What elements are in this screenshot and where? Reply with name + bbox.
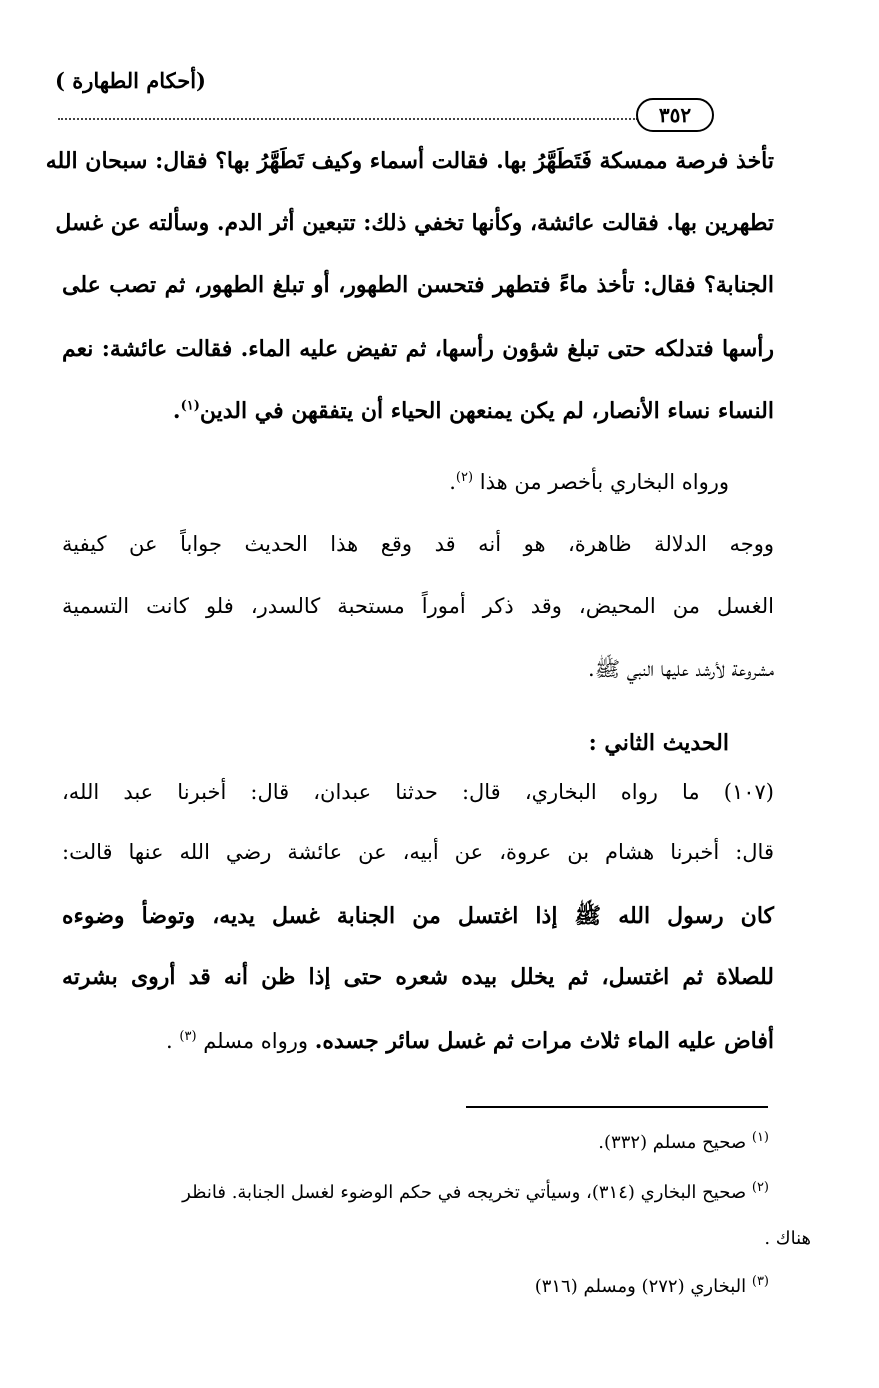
footnote-text: صحيح مسلم (٣٣٢). bbox=[598, 1132, 747, 1153]
running-header-title: (أحكام الطهارة ) bbox=[55, 68, 206, 93]
body-line-5-text: النساء نساء الأنصار، لم يكن يمنعهن الحياء أن يتفقهن في الدين bbox=[199, 398, 774, 424]
footnote-mark: (٢) bbox=[751, 1180, 769, 1195]
body-line-11: (١٠٧) ما رواه البخاري، قال: حدثنا عبدان، قال: أخبرنا عبد الله، bbox=[62, 780, 774, 804]
section-heading: الحديث الثاني : bbox=[588, 730, 729, 756]
hadith-line-3-text: أفاض عليه الماء ثلاث مرات ثم غسل سائر جسده. bbox=[314, 1028, 774, 1054]
header-rule bbox=[58, 118, 638, 120]
body-line-7: ووجه الدلالة ظاهرة، هو أنه قد وقع هذا الحديث جواباً عن كيفية bbox=[62, 532, 774, 556]
period: . bbox=[449, 470, 456, 494]
body-line-6 bbox=[62, 470, 729, 494]
body-line-9: مشروعة لأرشد عليها النبي ﷺ. bbox=[588, 657, 774, 681]
period: . bbox=[166, 1029, 173, 1053]
body-line-1: تأخذ فرصة ممسكة فَتَطَهَّرُ بها. فقالت أسماء وكيف تَطَهَّرُ بها؟ فقال: سبحان الله bbox=[45, 148, 774, 174]
page-number: ٣٥٢ bbox=[636, 98, 714, 132]
footnote-mark: (٣) bbox=[751, 1274, 769, 1289]
footnote-2 bbox=[182, 1180, 769, 1203]
body-line-8: الغسل من المحيض، وقد ذكر أموراً مستحبة كالسدر، فلو كانت التسمية bbox=[62, 594, 774, 618]
body-line-12: قال: أخبرنا هشام بن عروة، عن أبيه، عن عائشة رضي الله عنها قالت: bbox=[62, 840, 774, 864]
body-line-3: الجنابة؟ فقال: تأخذ ماءً فتطهر فتحسن الطهور، أو تبلغ الطهور، ثم تصب على bbox=[62, 272, 774, 298]
hadith-line-3 bbox=[62, 1028, 774, 1054]
footnote-1 bbox=[598, 1130, 769, 1153]
footnote-text: البخاري (٢٧٢) ومسلم (٣١٦) bbox=[534, 1276, 747, 1297]
body-line-5 bbox=[62, 398, 774, 424]
footnote-separator bbox=[466, 1106, 768, 1108]
footnote-ref-3: (٣) bbox=[179, 1029, 197, 1044]
body-line-6-text: ورواه البخاري بأخصر من هذا bbox=[479, 470, 729, 494]
footnote-mark: (١) bbox=[751, 1130, 769, 1145]
footnote-ref-1: (١) bbox=[180, 398, 200, 414]
period: . bbox=[172, 398, 181, 424]
hadith-line-3-source: ورواه مسلم bbox=[203, 1029, 309, 1053]
footnote-ref-2: (٢) bbox=[455, 470, 474, 485]
footnote-2-continuation: هناك . bbox=[764, 1228, 811, 1249]
hadith-line-1: كان رسول الله ﷺ إذا اغتسل من الجنابة غسل يديه، وتوضأ وضوءه bbox=[62, 903, 774, 929]
footnote-text: صحيح البخاري (٣١٤)، وسيأتي تخريجه في حكم الوضوء لغسل الجنابة. فانظر bbox=[182, 1182, 747, 1203]
footnote-3 bbox=[535, 1274, 769, 1297]
body-line-4: رأسها فتدلكه حتى تبلغ شؤون رأسها، ثم تفيض عليه الماء. فقالت عائشة: نعم bbox=[62, 336, 774, 362]
body-line-2: تطهرين بها. فقالت عائشة، وكأنها تخفي ذلك: تتبعين أثر الدم. وسألته عن غسل bbox=[55, 210, 774, 236]
hadith-line-2: للصلاة ثم اغتسل، ثم يخلل بيده شعره حتى إذا ظن أنه قد أروى بشرته bbox=[62, 964, 774, 990]
